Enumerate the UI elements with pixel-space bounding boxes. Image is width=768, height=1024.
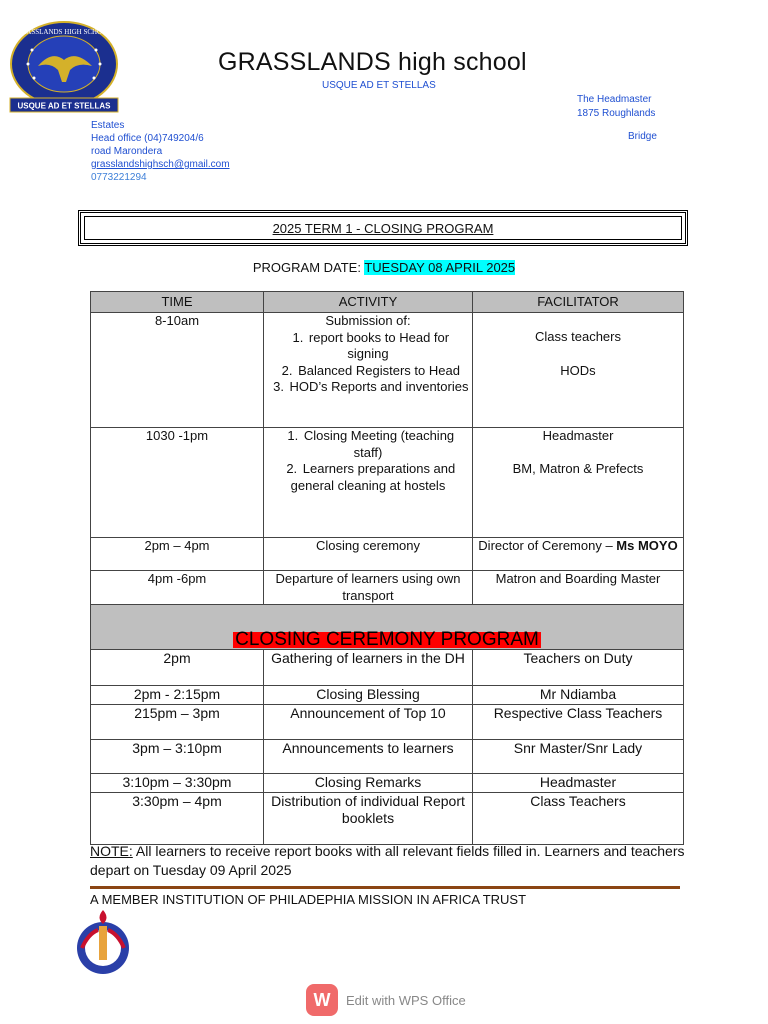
footer-divider xyxy=(90,886,680,889)
list-item: 1. report books to Head for signing xyxy=(292,329,450,361)
table-row xyxy=(91,686,684,705)
phone-number: 0773221294 xyxy=(91,172,147,183)
activity-cell: Closing ceremony xyxy=(264,538,473,571)
note-label: NOTE: xyxy=(90,843,133,859)
program-table xyxy=(90,291,684,845)
address-left xyxy=(91,119,230,184)
activity-intro: Submission of: xyxy=(325,313,411,328)
wps-edit-label[interactable]: Edit with WPS Office xyxy=(346,992,466,1008)
address-left-line: road Marondera xyxy=(91,146,163,157)
time-cell: 4pm -6pm xyxy=(91,571,264,605)
activity-cell xyxy=(264,428,473,538)
mission-emblem-icon xyxy=(68,904,138,976)
facilitator-cell: Class Teachers xyxy=(473,793,684,845)
logo-banner-text: USQUE AD ET STELLAS xyxy=(17,101,111,111)
table-row xyxy=(91,571,684,605)
activity-list xyxy=(266,330,470,396)
facilitator-cell: Headmaster xyxy=(473,774,684,793)
activity-cell: Announcement of Top 10 xyxy=(264,705,473,740)
note-paragraph xyxy=(90,842,690,880)
facilitator-cell: Teachers on Duty xyxy=(473,650,684,686)
motto: USQUE AD ET STELLAS xyxy=(322,80,436,91)
facilitator-cell: Snr Master/Snr Lady xyxy=(473,740,684,774)
address-right xyxy=(577,93,655,121)
note-text: All learners to receive report books with all relevant fields filled in. Learners and teachers depart on Tuesday 09 April 2025 xyxy=(90,843,685,878)
program-date xyxy=(0,260,768,275)
activity-cell xyxy=(264,313,473,428)
facilitator-text: Headmaster xyxy=(542,428,614,443)
time-cell: 215pm – 3pm xyxy=(91,705,264,740)
table-row xyxy=(91,650,684,686)
facilitator-text: BM, Matron & Prefects xyxy=(512,460,644,476)
address-left-line: Head office (04)749204/6 xyxy=(91,133,204,144)
time-cell: 3:10pm – 3:30pm xyxy=(91,774,264,793)
table-row xyxy=(91,774,684,793)
email-link[interactable]: grasslandshighsch@gmail.com xyxy=(91,159,230,170)
activity-cell: Distribution of individual Report booklets xyxy=(264,793,473,845)
facilitator-cell: Matron and Boarding Master xyxy=(473,571,684,605)
address-left-line: Estates xyxy=(91,120,125,131)
address-right-line: 1875 Roughlands xyxy=(577,108,656,119)
facilitator-text: Class teachers xyxy=(535,329,621,344)
table-row xyxy=(91,313,684,428)
facilitator-text: HODs xyxy=(560,362,596,378)
activity-cell: Closing Blessing xyxy=(264,686,473,705)
ceremony-header-row xyxy=(91,605,684,650)
wps-logo-icon: W xyxy=(306,984,338,1016)
activity-list xyxy=(266,428,470,494)
table-header-time: TIME xyxy=(91,292,264,313)
time-cell: 3pm – 3:10pm xyxy=(91,740,264,774)
table-row xyxy=(91,793,684,845)
table-row xyxy=(91,740,684,774)
address-right-line: The Headmaster xyxy=(577,94,652,105)
activity-cell: Announcements to learners xyxy=(264,740,473,774)
facilitator-cell: Respective Class Teachers xyxy=(473,705,684,740)
program-title-box xyxy=(78,210,688,246)
ceremony-title: CLOSING CEREMONY PROGRAM xyxy=(235,628,539,650)
activity-cell: Departure of learners using own transport xyxy=(264,571,473,605)
program-date-value: TUESDAY 08 APRIL 2025 xyxy=(364,260,516,275)
activity-cell: Gathering of learners in the DH xyxy=(264,650,473,686)
member-statement: A MEMBER INSTITUTION OF PHILADEPHIA MISSION IN AFRICA TRUST xyxy=(90,892,527,907)
facilitator-name: Ms MOYO xyxy=(616,538,678,553)
ceremony-header-cell xyxy=(91,605,684,650)
time-cell: 8-10am xyxy=(91,313,264,428)
facilitator-cell: Mr Ndiamba xyxy=(473,686,684,705)
address-right-line: Bridge xyxy=(628,131,657,142)
table-header-row xyxy=(91,292,684,313)
table-row xyxy=(91,538,684,571)
facilitator-cell: Director of Ceremony – Ms MOYO xyxy=(473,538,684,571)
program-date-label: PROGRAM DATE: xyxy=(252,260,365,275)
list-item: 3. HOD’s Reports and inventories xyxy=(273,379,469,394)
table-header-activity: ACTIVITY xyxy=(264,292,473,313)
school-logo-icon xyxy=(8,20,120,116)
time-cell: 1030 -1pm xyxy=(91,428,264,538)
facilitator-cell xyxy=(473,428,684,538)
table-row xyxy=(91,705,684,740)
program-title: 2025 TERM 1 - CLOSING PROGRAM xyxy=(272,220,494,236)
table-header-facilitator: FACILITATOR xyxy=(473,292,684,313)
table-row xyxy=(91,428,684,538)
list-item: 1. Closing Meeting (teaching staff) xyxy=(287,428,455,460)
list-item: 2. Balanced Registers to Head xyxy=(281,362,460,378)
time-cell: 2pm xyxy=(91,650,264,686)
facilitator-cell xyxy=(473,313,684,428)
time-cell: 3:30pm – 4pm xyxy=(91,793,264,845)
activity-cell: Closing Remarks xyxy=(264,774,473,793)
logo-ring-text: GRASSLANDS HIGH SCHOOL xyxy=(16,28,112,36)
time-cell: 2pm - 2:15pm xyxy=(91,686,264,705)
wps-badge[interactable] xyxy=(306,984,466,1016)
list-item: 2. Learners preparations and general cleaning at hostels xyxy=(286,461,456,493)
school-name: GRASSLANDS high school xyxy=(218,48,527,76)
time-cell: 2pm – 4pm xyxy=(91,538,264,571)
